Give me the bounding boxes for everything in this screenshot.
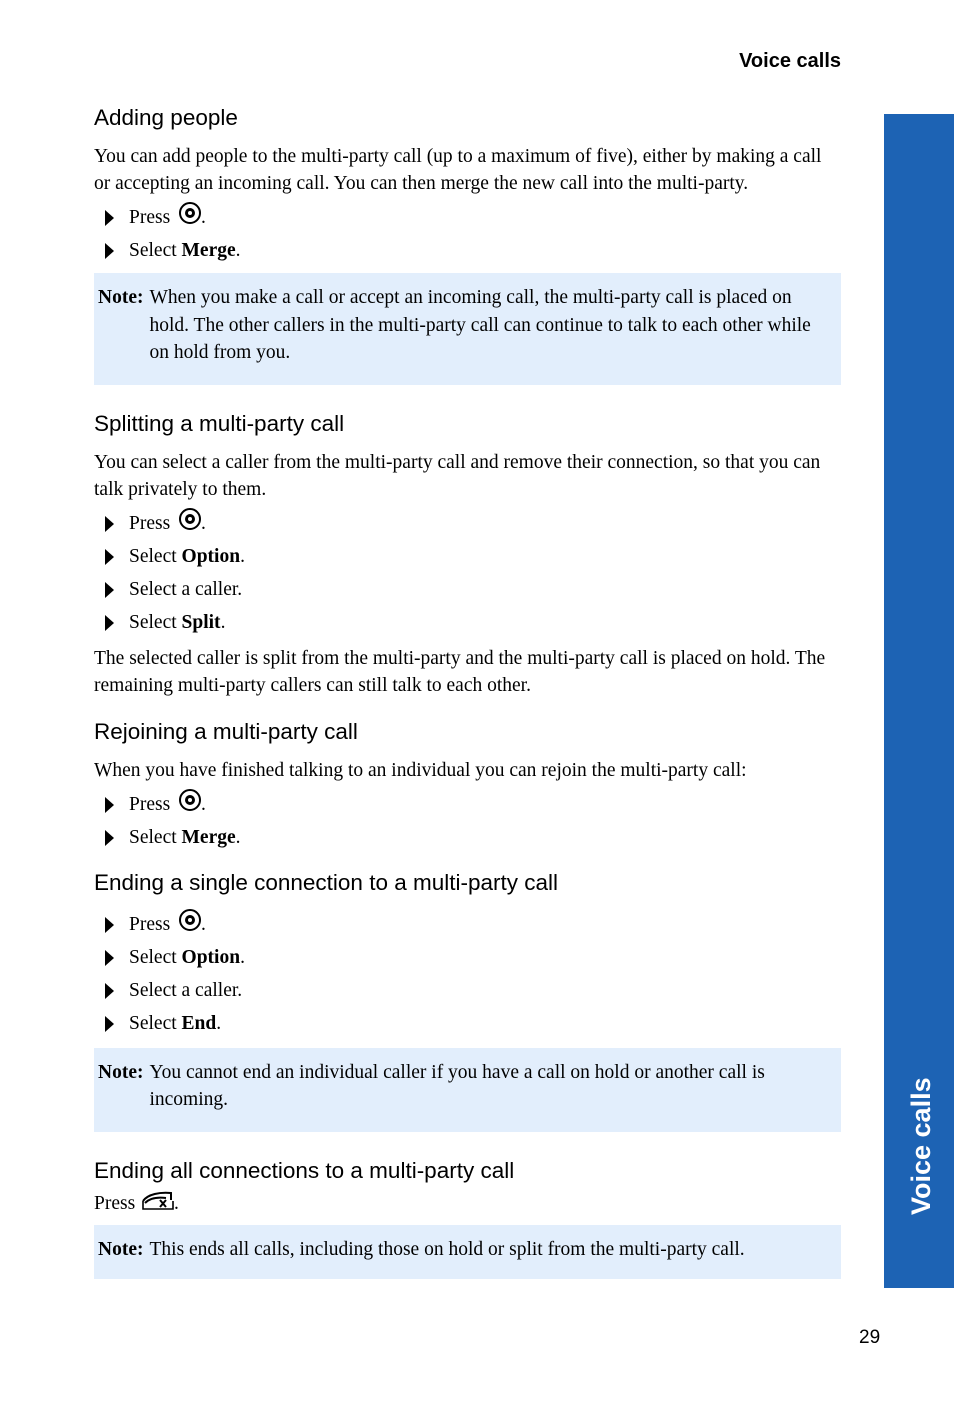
step-text: Press [129, 793, 176, 815]
ending-single-steps [94, 908, 841, 1040]
note-text: You cannot end an individual caller if you have a call on hold or another call is incoming. [149, 1061, 765, 1110]
list-item [94, 234, 841, 267]
bullet-arrow-icon [105, 797, 114, 813]
running-header: Voice calls [739, 50, 841, 72]
step-text: Select a caller. [129, 578, 243, 600]
step-text: Select [129, 611, 182, 633]
list-item [94, 941, 841, 974]
bullet-arrow-icon [105, 516, 114, 532]
step-suffix: . [201, 913, 206, 935]
heading-splitting: Splitting a multi-party call [94, 410, 345, 436]
note-text: This ends all calls, including those on hold or split from the multi-party call. [149, 1238, 745, 1260]
list-item [94, 974, 841, 1007]
note-box [94, 1225, 841, 1280]
options-key-icon [179, 202, 201, 224]
step-text: Select [129, 240, 182, 261]
rejoining-intro: When you have finished talking to an individual you can rejoin the multi-party call: [94, 759, 747, 781]
adding-steps [94, 201, 841, 267]
step-text: Select [129, 946, 182, 968]
section-side-tab [884, 114, 954, 1288]
bullet-arrow-icon [105, 1016, 114, 1032]
list-item [94, 507, 841, 540]
options-key-icon [179, 508, 201, 530]
list-item [94, 201, 841, 234]
step-text: Press [129, 913, 176, 935]
step-suffix: . [235, 240, 241, 261]
step-text: Press [94, 1192, 141, 1214]
note-label: Note: [98, 1238, 144, 1260]
list-item [94, 788, 841, 821]
note-text: When you make a call or accept an incoming call, the multi-party call is placed on hold. The other callers in the multi-party call can continue to talk to each other while on hold from you. [149, 287, 811, 363]
menu-option-name: Split [181, 611, 221, 633]
bullet-arrow-icon [105, 950, 114, 966]
bullet-arrow-icon [105, 549, 114, 565]
step-suffix: . [201, 207, 206, 228]
heading-ending-single: Ending a single connection to a multi-party call [94, 869, 559, 895]
list-item [94, 821, 841, 854]
step-suffix: . [174, 1192, 179, 1214]
bullet-arrow-icon [105, 983, 114, 999]
list-item [94, 606, 841, 639]
step-suffix: . [201, 793, 206, 815]
rejoining-steps [94, 788, 841, 854]
step-suffix: . [240, 545, 245, 567]
page-content [94, 101, 841, 1301]
list-item [94, 908, 841, 941]
menu-option-name: Merge [181, 826, 236, 848]
page-number: 29 [859, 1327, 881, 1348]
menu-option-name: Merge [181, 240, 236, 261]
heading-adding-people: Adding people [94, 105, 238, 130]
bullet-arrow-icon [105, 582, 114, 598]
splitting-result: The selected caller is split from the multi-party and the multi-party call is placed on hold. The remaining multi-party callers can still talk to each other. [94, 647, 826, 696]
note-label: Note: [98, 1061, 144, 1083]
splitting-intro: You can select a caller from the multi-party call and remove their connection, so that you can talk privately to them. [94, 451, 821, 500]
menu-option-name: Option [181, 545, 241, 567]
step-text: Press [129, 207, 176, 228]
step-text: Press [129, 512, 176, 534]
heading-rejoining: Rejoining a multi-party call [94, 718, 358, 744]
note-box [94, 273, 841, 385]
step-text: Select [129, 826, 182, 848]
step-text: Select a caller. [129, 979, 243, 1001]
bullet-arrow-icon [105, 243, 114, 259]
end-call-key-icon [140, 1191, 174, 1211]
side-tab-label: Voice calls [906, 1077, 936, 1215]
list-item [94, 540, 841, 573]
ending-all-instruction [94, 1190, 841, 1217]
step-text: Select [129, 545, 182, 567]
step-suffix: . [235, 826, 241, 848]
splitting-steps [94, 507, 841, 639]
step-text: Select [129, 1012, 182, 1034]
bullet-arrow-icon [105, 210, 114, 226]
bullet-arrow-icon [105, 615, 114, 631]
options-key-icon [179, 789, 201, 811]
step-suffix: . [220, 611, 226, 633]
heading-ending-all: Ending all connections to a multi-party call [94, 1157, 515, 1183]
step-suffix: . [216, 1012, 222, 1034]
step-suffix: . [201, 512, 206, 534]
list-item [94, 573, 841, 606]
adding-intro: You can add people to the multi-party call (up to a maximum of five), either by making a call or accepting an incoming call. You can then merge the new call into the multi-party. [94, 146, 822, 194]
step-suffix: . [240, 946, 245, 968]
options-key-icon [179, 909, 201, 931]
list-item [94, 1007, 841, 1040]
note-box [94, 1048, 841, 1132]
bullet-arrow-icon [105, 917, 114, 933]
bullet-arrow-icon [105, 830, 114, 846]
note-label: Note: [98, 287, 144, 308]
menu-option-name: End [181, 1012, 217, 1034]
menu-option-name: Option [181, 946, 241, 968]
